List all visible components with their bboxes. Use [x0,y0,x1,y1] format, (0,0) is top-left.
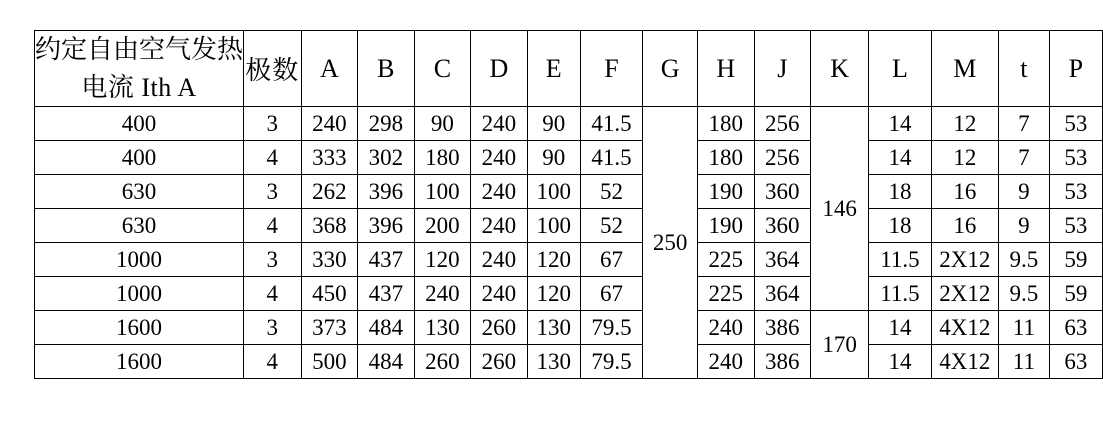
header-rated-current-line1: 约定自由空气发热 [35,35,244,64]
cell-M: 4X12 [931,345,998,379]
table-header-row [35,31,1103,107]
header-col-K: K [811,31,869,107]
cell-current: 630 [35,209,244,243]
cell-F: 41.5 [580,107,642,141]
header-col-H: H [698,31,755,107]
cell-G-merged: 250 [643,107,698,379]
cell-poles: 4 [244,209,302,243]
cell-C: 200 [414,209,471,243]
cell-P: 63 [1049,345,1102,379]
cell-H: 190 [698,175,755,209]
cell-F: 79.5 [580,345,642,379]
cell-D: 240 [471,277,528,311]
cell-M: 16 [931,209,998,243]
cell-H: 240 [698,311,755,345]
cell-L: 14 [869,107,931,141]
cell-F: 79.5 [580,311,642,345]
cell-L: 14 [869,311,931,345]
cell-C: 120 [414,243,471,277]
cell-L: 18 [869,209,931,243]
cell-C: 100 [414,175,471,209]
cell-F: 67 [580,277,642,311]
cell-P: 53 [1049,107,1102,141]
cell-P: 59 [1049,243,1102,277]
cell-M: 2X12 [931,277,998,311]
header-col-G: G [643,31,698,107]
cell-t: 11 [999,345,1050,379]
cell-E: 90 [527,107,580,141]
cell-L: 18 [869,175,931,209]
cell-L: 11.5 [869,243,931,277]
cell-D: 260 [471,345,528,379]
header-col-B: B [358,31,415,107]
cell-A: 500 [301,345,358,379]
cell-D: 260 [471,311,528,345]
cell-H: 190 [698,209,755,243]
cell-P: 63 [1049,311,1102,345]
header-col-M: M [931,31,998,107]
cell-A: 262 [301,175,358,209]
header-rated-current [35,31,244,107]
cell-H: 225 [698,277,755,311]
cell-M: 12 [931,141,998,175]
cell-J: 386 [754,345,811,379]
cell-L: 11.5 [869,277,931,311]
cell-K-merged-top: 146 [811,107,869,311]
cell-poles: 3 [244,107,302,141]
cell-P: 53 [1049,141,1102,175]
table-row [35,277,1103,311]
cell-B: 298 [358,107,415,141]
cell-poles: 3 [244,175,302,209]
header-rated-current-line2: 电流 Ith A [81,72,197,102]
cell-M: 2X12 [931,243,998,277]
header-col-P: P [1049,31,1102,107]
cell-C: 180 [414,141,471,175]
header-col-F: F [580,31,642,107]
cell-C: 130 [414,311,471,345]
cell-E: 130 [527,345,580,379]
cell-current: 400 [35,141,244,175]
cell-J: 360 [754,209,811,243]
specification-table [34,30,1103,379]
table-row [35,345,1103,379]
cell-D: 240 [471,107,528,141]
table-row [35,243,1103,277]
cell-M: 12 [931,107,998,141]
cell-P: 53 [1049,175,1102,209]
cell-t: 9.5 [999,277,1050,311]
cell-t: 9.5 [999,243,1050,277]
table-row [35,311,1103,345]
cell-E: 130 [527,311,580,345]
cell-B: 484 [358,345,415,379]
cell-t: 9 [999,209,1050,243]
cell-M: 16 [931,175,998,209]
cell-B: 396 [358,209,415,243]
cell-A: 333 [301,141,358,175]
cell-H: 180 [698,107,755,141]
cell-t: 11 [999,311,1050,345]
cell-D: 240 [471,175,528,209]
cell-poles: 4 [244,141,302,175]
cell-J: 364 [754,277,811,311]
cell-P: 53 [1049,209,1102,243]
cell-M: 4X12 [931,311,998,345]
header-col-D: D [471,31,528,107]
cell-F: 52 [580,209,642,243]
cell-J: 364 [754,243,811,277]
cell-B: 302 [358,141,415,175]
header-col-A: A [301,31,358,107]
cell-t: 9 [999,175,1050,209]
cell-D: 240 [471,209,528,243]
cell-D: 240 [471,243,528,277]
cell-poles: 4 [244,345,302,379]
cell-J: 360 [754,175,811,209]
cell-H: 240 [698,345,755,379]
cell-B: 484 [358,311,415,345]
cell-C: 90 [414,107,471,141]
cell-current: 1600 [35,345,244,379]
cell-t: 7 [999,107,1050,141]
cell-poles: 4 [244,277,302,311]
cell-D: 240 [471,141,528,175]
cell-E: 90 [527,141,580,175]
header-col-E: E [527,31,580,107]
cell-A: 330 [301,243,358,277]
cell-A: 373 [301,311,358,345]
cell-current: 1600 [35,311,244,345]
cell-J: 256 [754,141,811,175]
cell-A: 240 [301,107,358,141]
table-row [35,175,1103,209]
cell-E: 100 [527,175,580,209]
cell-A: 368 [301,209,358,243]
header-col-L: L [869,31,931,107]
cell-H: 180 [698,141,755,175]
cell-J: 256 [754,107,811,141]
table-row [35,209,1103,243]
cell-P: 59 [1049,277,1102,311]
table-row [35,107,1103,141]
cell-F: 41.5 [580,141,642,175]
header-col-t: t [999,31,1050,107]
cell-current: 400 [35,107,244,141]
cell-L: 14 [869,345,931,379]
cell-L: 14 [869,141,931,175]
cell-E: 120 [527,243,580,277]
cell-current: 630 [35,175,244,209]
cell-B: 396 [358,175,415,209]
cell-C: 260 [414,345,471,379]
cell-K-merged-bottom: 170 [811,311,869,379]
cell-poles: 3 [244,243,302,277]
cell-poles: 3 [244,311,302,345]
cell-B: 437 [358,277,415,311]
cell-J: 386 [754,311,811,345]
cell-A: 450 [301,277,358,311]
cell-t: 7 [999,141,1050,175]
table-row [35,141,1103,175]
cell-E: 120 [527,277,580,311]
cell-F: 52 [580,175,642,209]
cell-current: 1000 [35,243,244,277]
header-poles: 极数 [244,31,302,107]
cell-C: 240 [414,277,471,311]
header-col-C: C [414,31,471,107]
cell-F: 67 [580,243,642,277]
header-col-J: J [754,31,811,107]
cell-H: 225 [698,243,755,277]
cell-B: 437 [358,243,415,277]
cell-current: 1000 [35,277,244,311]
cell-E: 100 [527,209,580,243]
